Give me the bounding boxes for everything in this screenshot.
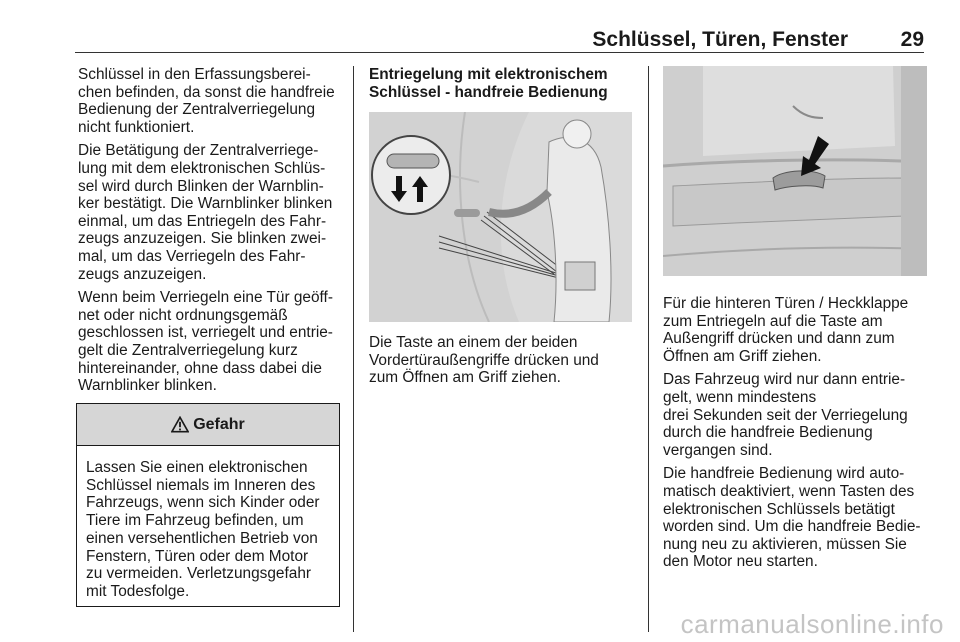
paragraph: Das Fahrzeug wird nur dann entrie- gelt, wenn mindestens drei Sekunden seit der Verriegelung durch die handfreie Bedienung vergangen sind. (663, 371, 908, 459)
danger-header (77, 404, 339, 446)
paragraph: Schlüssel in den Erfassungsberei- chen befinden, da sonst die handfreie Bedienung der Zentralverriegelung nicht funktioniert. (78, 66, 335, 136)
danger-heading: Gefahr (193, 415, 245, 433)
column-divider-1 (353, 66, 354, 632)
danger-box (76, 403, 340, 607)
paragraph: Wenn beim Verriegeln eine Tür geöff- net oder nicht ordnungsgemäß geschlossen ist, verriegelt und entrie- gelt die Zentralverriegelung kurz hintereinander, ohne dass dabei die Warnblinker blinken. (78, 289, 333, 395)
illustration-door-handle (369, 112, 632, 322)
illustration-rear-door (663, 66, 927, 276)
header-rule (75, 52, 924, 53)
warning-triangle-icon (171, 416, 189, 433)
column-1 (78, 66, 348, 401)
section-heading: Entriegelung mit elektronischem Schlüssel - handfreie Bedienung (369, 66, 608, 101)
page-number: 29 (900, 28, 924, 51)
watermark: carmanualsonline.info (680, 609, 944, 639)
paragraph: Die Betätigung der Zentralverriege- lung mit dem elektronischen Schlüs- sel wird durch Blinken der Warnblin- ker bestätigt. Die Warnblinker blinken einmal, um das Entriegeln des Fahr- zeugs anzuzeigen. Sie blinken zwei- mal, um das Verriegeln des Fahr- zeugs anzuzeigen. (78, 142, 333, 283)
danger-text: Lassen Sie einen elektronischen Schlüssel niemals im Inneren des Fahrzeugs, wenn sich Kinder oder Tiere im Fahrzeug befinden, um einen versehentlichen Betrieb von Fenstern, Türen oder dem Motor zu vermeiden. Verletzungsgefahr mit Todesfolge. (86, 459, 320, 600)
page-title: Schlüssel, Türen, Fenster (592, 28, 848, 51)
caption-text: Die Taste an einem der beiden Vordertüraußengriffe drücken und zum Öffnen am Griff ziehen. (369, 334, 599, 387)
column-3 (663, 295, 931, 577)
column-divider-2 (648, 66, 649, 632)
paragraph: Die handfreie Bedienung wird auto- matisch deaktiviert, wenn Tasten des elektronischen Schlüssels betätigt worden sind. Um die handfreie Bedie- nung neu zu aktivieren, müssen Sie den Motor neu starten. (663, 465, 921, 571)
paragraph: Für die hinteren Türen / Heckklappe zum Entriegeln auf die Taste am Außengriff drücken und dann zum Öffnen am Griff ziehen. (663, 295, 909, 365)
